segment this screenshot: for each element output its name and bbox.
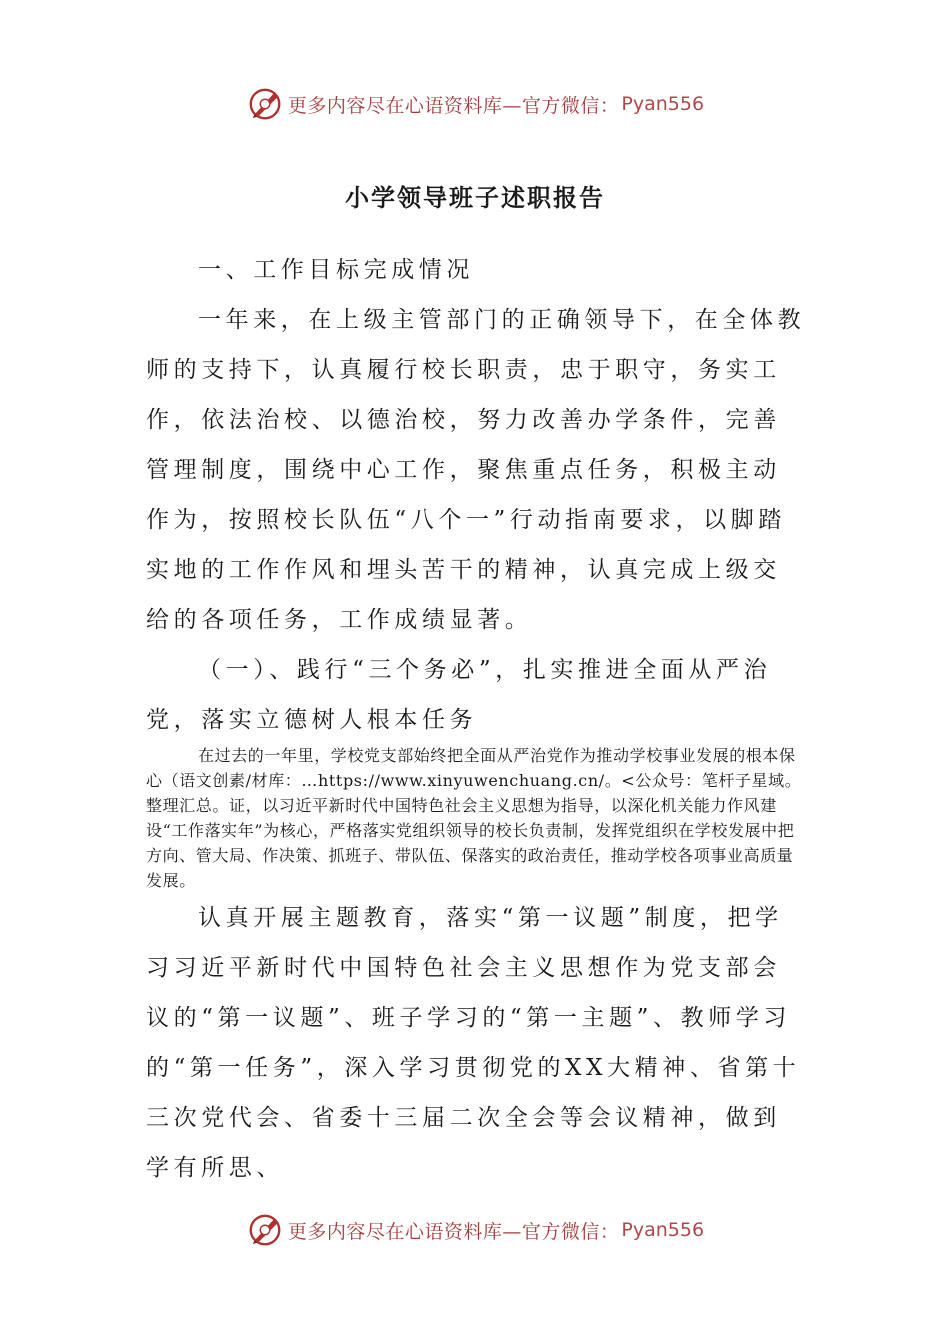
banner-text: 更多内容尽在心语资料库—官方微信：	[287, 1220, 620, 1243]
pen-circle-logo-icon	[246, 1211, 284, 1249]
header-banner	[0, 84, 950, 124]
small-paragraph: 在过去的一年里，学校党支部始终把全面从严治党作为推动学校事业发展的根本保心（语文创素/材库：…https://www.xinyuwenchuang.cn/。<公众号：笔杆子星域。整理汇总。证，以习近平新时代中国特色社会主义思想为指导，以深化机关能力作风建设“工作落实年”为核心，严格落实党组织领导的校长负责制，发挥党组织在学校发展中把方向、管大局、作决策、抓班子、带队伍、保落实的政治责任，推动学校各项事业高质量发展。	[146, 746, 802, 890]
paragraph: 认真开展主题教育，落实“第一议题”制度，把学习习近平新时代中国特色社会主义思想作为党支部会议的“第一议题”、班子学习的“第一主题”、教师学习的“第一任务”，深入学习贯彻党的XX大精神、省第十三次党代会、省委十三届二次全会等会议精神，做到学有所思、	[146, 905, 801, 1181]
footer-banner	[0, 1210, 950, 1250]
banner-wechat-id: Pyan556	[621, 1219, 705, 1241]
banner-wechat-id: Pyan556	[621, 93, 705, 115]
banner-text: 更多内容尽在心语资料库—官方微信：	[287, 94, 620, 117]
paragraph: 一年来，在上级主管部门的正确领导下，在全体教师的支持下，认真履行校长职责，忠于职守，务实工作，依法治校、以德治校，努力改善办学条件，完善管理制度，围绕中心工作，聚焦重点任务，积极主动作为，按照校长队伍“八个一”行动指南要求，以脚踏实地的工作作风和埋头苦干的精神，认真完成上级交给的各项任务，工作成绩显著。	[146, 307, 806, 633]
section-heading: 一、工作目标完成情况	[198, 257, 474, 283]
pen-circle-logo-icon	[246, 85, 284, 123]
document-title: 小学领导班子述职报告	[345, 184, 605, 212]
subsection-heading: （一）、践行“三个务必”，扎实推进全面从严治党，落实立德树人根本任务	[146, 657, 772, 733]
